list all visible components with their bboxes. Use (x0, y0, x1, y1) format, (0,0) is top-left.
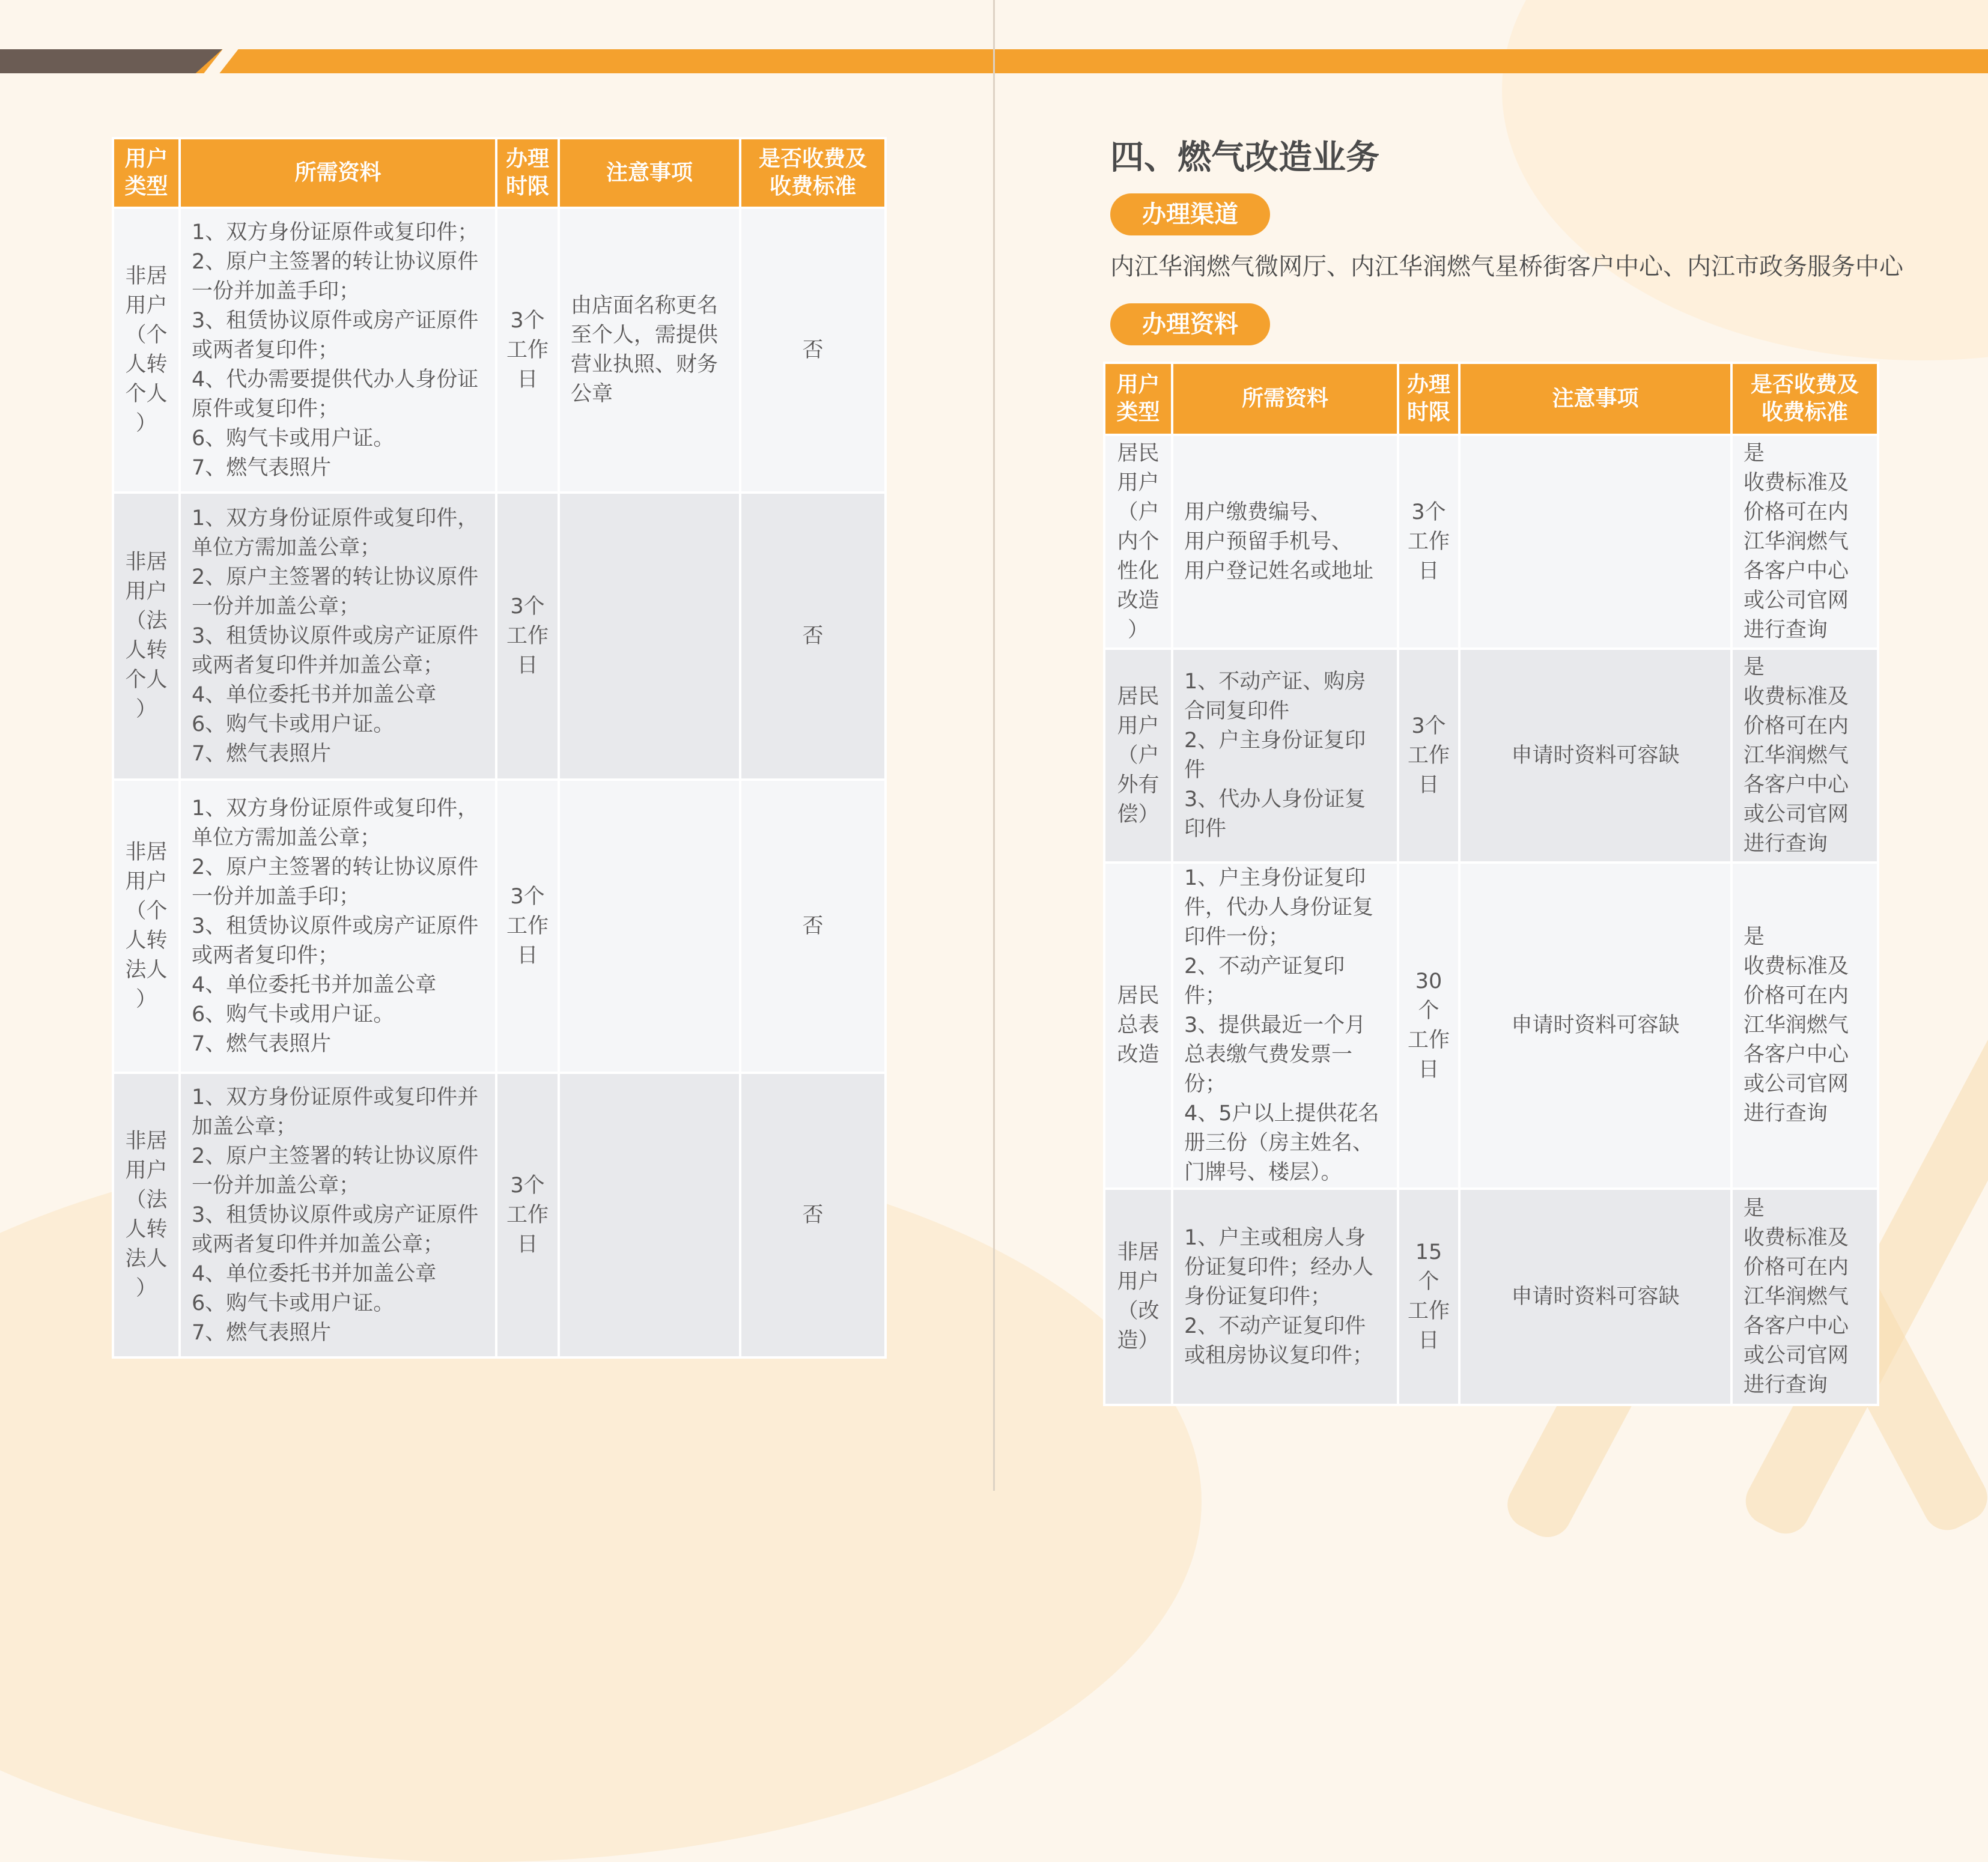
notes-cell: 申请时资料可容缺 (1459, 649, 1731, 863)
notes-cell: 由店面名称更名至个人，需提供营业执照、财务公章 (559, 208, 740, 493)
time-limit-cell: 3个 工作 日 (496, 780, 559, 1073)
table-row (1104, 435, 1878, 649)
user-type-cell: 居民 总表 改造 (1104, 863, 1172, 1189)
table-row (113, 1073, 886, 1357)
time-limit-cell: 15个 工作 日 (1398, 1189, 1459, 1405)
materials-cell: 1、双方身份证原件或复印件，单位方需加盖公章； 2、原户主签署的转让协议原件一份并加盖手印； 3、租赁协议原件或房产证原件或两者复印件； 4、单位委托书并加盖公章 6、购气卡或用户证。 7、燃气表照片 (180, 780, 496, 1073)
user-type-cell: 非居 用户 （个 人转 个人 ） (113, 208, 180, 493)
materials-cell: 1、双方身份证原件或复印件并加盖公章； 2、原户主签署的转让协议原件一份并加盖公章； 3、租赁协议原件或房产证原件或两者复印件并加盖公章； 4、单位委托书并加盖公章 6、购气卡或用户证。 7、燃气表照片 (180, 1073, 496, 1357)
notes-cell (1459, 435, 1731, 649)
page-spine-divider (993, 0, 995, 1491)
header-fee: 是否收费及 收费标准 (740, 138, 886, 208)
materials-pill-label: 办理资料 (1110, 303, 1270, 345)
time-limit-cell: 3个 工作 日 (496, 1073, 559, 1357)
header-time-limit: 办理 时限 (1398, 363, 1459, 435)
user-type-cell: 非居 用户 （个 人转 法人 ） (113, 780, 180, 1073)
notes-cell: 申请时资料可容缺 (1459, 1189, 1731, 1405)
fee-cell: 是 收费标准及价格可在内江华润燃气各客户中心或公司官网进行查询 (1731, 435, 1878, 649)
notes-cell (559, 493, 740, 780)
table-header-row (113, 138, 886, 208)
fee-cell: 否 (740, 1073, 886, 1357)
notes-cell: 申请时资料可容缺 (1459, 863, 1731, 1189)
user-type-cell: 非居 用户 （法 人转 个人 ） (113, 493, 180, 780)
fee-cell: 是 收费标准及价格可在内江华润燃气各客户中心或公司官网进行查询 (1731, 1189, 1878, 1405)
materials-cell: 1、户主身份证复印件，代办人身份证复印件一份； 2、不动产证复印件； 3、提供最近一个月总表缴气费发票一份； 4、5户以上提供花名册三份（房主姓名、门牌号、楼层）。 (1172, 863, 1398, 1189)
time-limit-cell: 3个 工作 日 (1398, 649, 1459, 863)
user-type-cell: 居民 用户 （户 内个 性化 改造 ） (1104, 435, 1172, 649)
right-requirements-table (1103, 362, 1879, 1406)
header-fee: 是否收费及 收费标准 (1731, 363, 1878, 435)
table-row (1104, 649, 1878, 863)
table-row (113, 780, 886, 1073)
header-accent-dark (0, 49, 222, 73)
table-row (1104, 1189, 1878, 1405)
header-user-type: 用户 类型 (1104, 363, 1172, 435)
table-header-row (1104, 363, 1878, 435)
table-row (113, 493, 886, 780)
fee-cell: 否 (740, 780, 886, 1073)
time-limit-cell: 3个 工作 日 (496, 493, 559, 780)
materials-cell: 1、户主或租房人身份证复印件；经办人身份证复印件； 2、不动产证复印件或租房协议复印件； (1172, 1189, 1398, 1405)
materials-cell: 1、双方身份证原件或复印件； 2、原户主签署的转让协议原件一份并加盖手印； 3、租赁协议原件或房产证原件或两者复印件； 4、代办需要提供代办人身份证原件或复印件； 6、购气卡或用户证。 7、燃气表照片 (180, 208, 496, 493)
fee-cell: 否 (740, 493, 886, 780)
materials-cell: 1、不动产证、购房合同复印件 2、户主身份证复印件 3、代办人身份证复印件 (1172, 649, 1398, 863)
table-row (1104, 863, 1878, 1189)
left-requirements-table (112, 137, 887, 1359)
notes-cell (559, 1073, 740, 1357)
header-notes: 注意事项 (559, 138, 740, 208)
fee-cell: 否 (740, 208, 886, 493)
header-materials: 所需资料 (1172, 363, 1398, 435)
fee-cell: 是 收费标准及价格可在内江华润燃气各客户中心或公司官网进行查询 (1731, 649, 1878, 863)
time-limit-cell: 3个 工作 日 (1398, 435, 1459, 649)
channel-pill-label: 办理渠道 (1110, 193, 1270, 235)
user-type-cell: 非居 用户 （改 造） (1104, 1189, 1172, 1405)
user-type-cell: 非居 用户 （法 人转 法人 ） (113, 1073, 180, 1357)
section-title: 四、燃气改造业务 (1110, 138, 1379, 177)
materials-cell: 1、双方身份证原件或复印件，单位方需加盖公章； 2、原户主签署的转让协议原件一份并加盖公章； 3、租赁协议原件或房产证原件或两者复印件并加盖公章； 4、单位委托书并加盖公章 6、购气卡或用户证。 7、燃气表照片 (180, 493, 496, 780)
header-materials: 所需资料 (180, 138, 496, 208)
header-user-type: 用户 类型 (113, 138, 180, 208)
header-time-limit: 办理 时限 (496, 138, 559, 208)
header-notes: 注意事项 (1459, 363, 1731, 435)
notes-cell (559, 780, 740, 1073)
user-type-cell: 居民 用户 （户 外有 偿） (1104, 649, 1172, 863)
materials-cell: 用户缴费编号、 用户预留手机号、 用户登记姓名或地址 (1172, 435, 1398, 649)
channel-description: 内江华润燃气微网厅、内江华润燃气星桥街客户中心、内江市政务服务中心 (1110, 253, 1903, 281)
fee-cell: 是 收费标准及价格可在内江华润燃气各客户中心或公司官网进行查询 (1731, 863, 1878, 1189)
time-limit-cell: 30个 工作 日 (1398, 863, 1459, 1189)
table-row (113, 208, 886, 493)
time-limit-cell: 3个 工作 日 (496, 208, 559, 493)
